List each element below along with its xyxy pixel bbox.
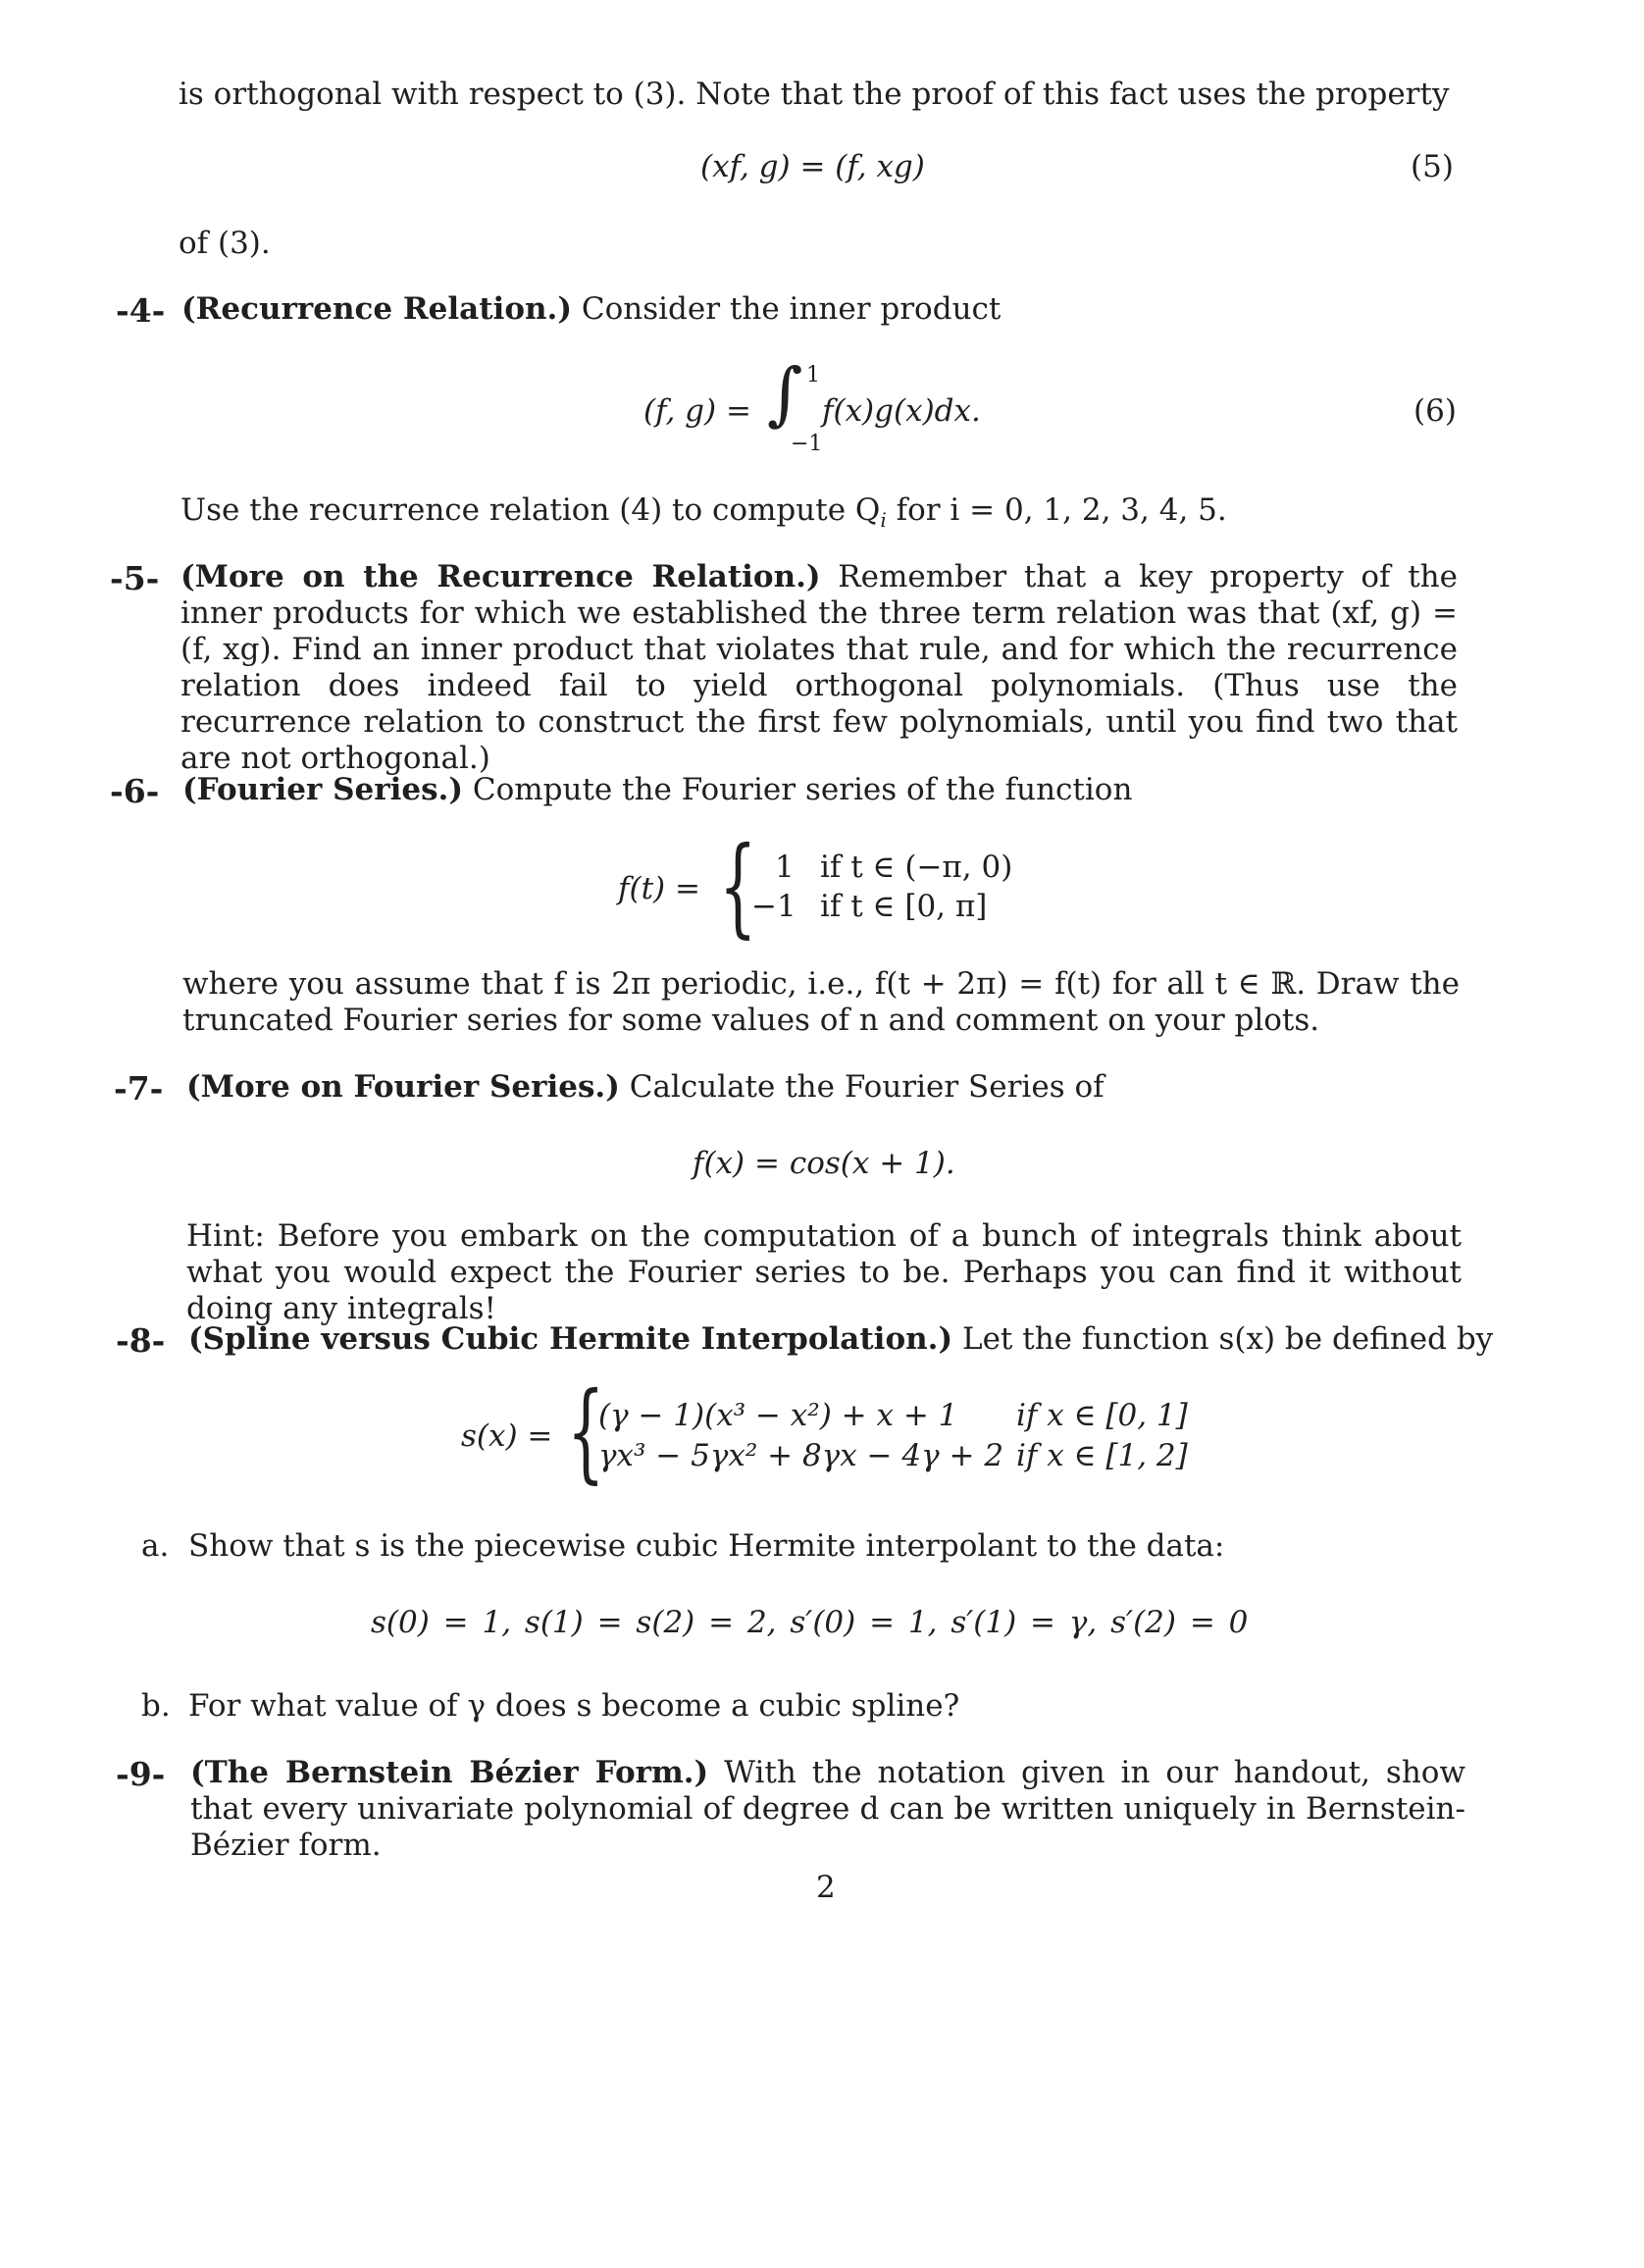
problem-5-text: Remember that a key property of the inner products for which we established the three term relation was that (xf, g) = (f, xg). Find an inner product that violates that rule, and for which the recurrence relation does indeed fail to yield orthogonal polynomials. (Thus use the recurrence relation to construct the first few polynomials, until you find two that are not orthogonal.): [180, 559, 1458, 776]
problem-4-number: -4-: [116, 291, 166, 330]
case-1-condition: if t ∈ (−π, 0): [820, 850, 1013, 885]
part-b-text: For what value of γ does s become a cubic spline?: [188, 1688, 960, 1724]
problem-5-paragraph: [180, 559, 1458, 777]
problem-4-after: [180, 492, 1227, 532]
problem-7-text: Calculate the Fourier Series of: [629, 1069, 1105, 1105]
integral-upper-limit: 1: [806, 363, 820, 387]
s-case-1-condition: if x ∈ [0, 1]: [1016, 1398, 1188, 1433]
intro-line-2: of (3).: [179, 226, 271, 261]
problem-6-after: where you assume that f is 2π periodic, i.e., f(t + 2π) = f(t) for all t ∈ ℝ. Draw the truncated Fourier series for some values of n and comment on your plots.: [182, 966, 1460, 1038]
hermite-data: s(0) = 1, s(1) = s(2) = 2, s′(0) = 1, s′(1) = γ, s′(2) = 0: [371, 1605, 1249, 1640]
problem-4-text: Consider the inner product: [581, 291, 1002, 327]
problem-5-title: (More on the Recurrence Relation.): [180, 559, 821, 594]
problem-9-paragraph: [190, 1755, 1465, 1864]
problem-9-number: -9-: [116, 1755, 166, 1793]
piecewise-s-lhs: s(x) =: [461, 1418, 553, 1454]
problem-9-text: With the notation given in our handout, show that every univariate polynomial of degree d can be written uniquely in Bernstein-Bézier form.: [190, 1755, 1465, 1863]
problem-4-heading: [181, 291, 1001, 328]
s-case-2: γx³ − 5γx² + 8γx − 4γ + 2: [598, 1438, 1004, 1473]
problem-6-text: Compute the Fourier series of the function: [472, 772, 1133, 807]
problem-5-number: -5-: [110, 559, 160, 597]
page-number: 2: [816, 1870, 836, 1905]
integral-sign: ∫: [767, 353, 803, 434]
left-brace-s: {: [567, 1368, 605, 1494]
s-case-1: (γ − 1)(x³ − x²) + x + 1: [598, 1398, 958, 1433]
problem-7-title: (More on Fourier Series.): [186, 1069, 620, 1105]
part-b-label: b.: [141, 1688, 171, 1724]
problem-6-heading: [182, 772, 1132, 808]
intro-line: is orthogonal with respect to (3). Note that the proof of this fact uses the property: [179, 77, 1450, 112]
piecewise-f-lhs: f(t) =: [618, 871, 700, 906]
problem-7-heading: [186, 1069, 1105, 1106]
equation-6-lhs: (f, g) =: [643, 393, 751, 429]
equation-6-rhs: f(x)g(x)dx.: [822, 393, 981, 429]
case-2-condition: if t ∈ [0, π]: [820, 889, 988, 924]
problem-8-heading: [188, 1321, 1493, 1358]
problem-9-title: (The Bernstein Bézier Form.): [190, 1755, 709, 1790]
part-a-label: a.: [141, 1528, 170, 1564]
problem-8-number: -8-: [116, 1321, 166, 1360]
problem-8-title: (Spline versus Cubic Hermite Interpolation.): [188, 1321, 953, 1357]
case-2-value: −1: [751, 889, 796, 924]
left-brace: {: [719, 823, 757, 949]
problem-4-after-subscript: i: [880, 508, 887, 532]
part-a-text: Show that s is the piecewise cubic Hermite interpolant to the data:: [188, 1528, 1225, 1564]
problem-4-after-text: Use the recurrence relation (4) to compute Q: [180, 492, 881, 528]
s-case-2-condition: if x ∈ [1, 2]: [1016, 1438, 1188, 1473]
case-1-value: 1: [775, 850, 795, 885]
equation-cos: f(x) = cos(x + 1).: [693, 1146, 955, 1181]
problem-6-title: (Fourier Series.): [182, 772, 464, 807]
problem-7-number: -7-: [114, 1069, 164, 1108]
problem-4-title: (Recurrence Relation.): [181, 291, 573, 327]
equation-6-number: (6): [1413, 393, 1457, 429]
integral-lower-limit: −1: [791, 432, 823, 456]
equation-5-number: (5): [1411, 149, 1454, 184]
equation-5: (xf, g) = (f, xg): [700, 149, 925, 184]
problem-7-hint: Hint: Before you embark on the computation of a bunch of integrals think about what you would expect the Fourier series to be. Perhaps you can find it without doing any integrals!: [186, 1218, 1462, 1326]
problem-8-text: Let the function s(x) be defined by: [962, 1321, 1494, 1357]
problem-4-after-tail: for i = 0, 1, 2, 3, 4, 5.: [896, 492, 1227, 528]
problem-6-number: -6-: [110, 772, 160, 810]
